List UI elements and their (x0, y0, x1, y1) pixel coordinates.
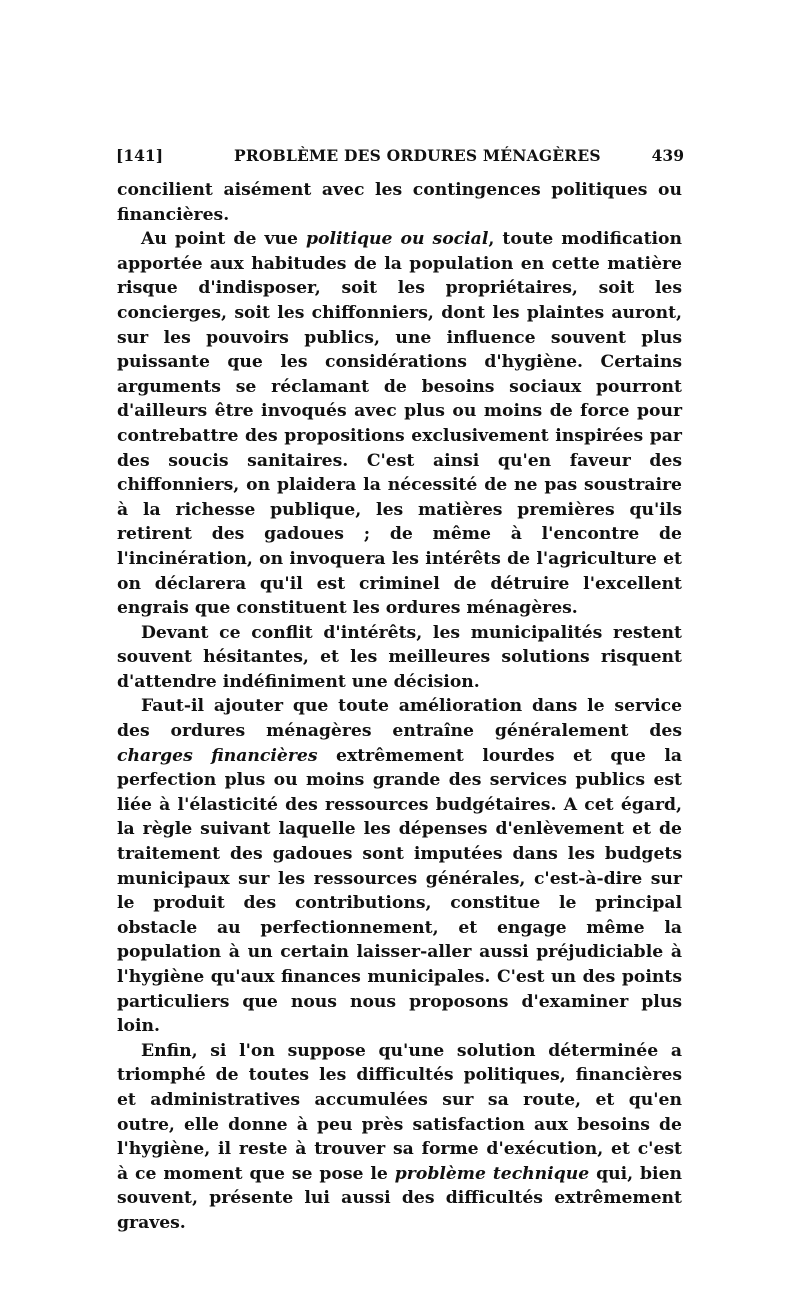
paragraph (117, 1039, 682, 1236)
italic-phrase: charges financières (117, 745, 318, 766)
running-title: PROBLÈME DES ORDURES MÉNAGÈRES (234, 146, 601, 165)
page-number: 439 (651, 146, 684, 165)
body-text (117, 178, 682, 1236)
paragraph (117, 178, 682, 227)
text-run: Faut-il ajouter que toute amélioration dans le service des ordures ménagères entraîne généralement des (117, 696, 682, 742)
text-run: , toute modification apportée aux habitudes de la population en cette matière risque d'indisposer, soit les propriétaires, soit les concierges, soit les chiffonniers, dont les plaintes auront, sur les pouvoirs publics, une influence souvent plus puissante que les considérations d'hygiène. Certains arguments se réclamant de besoins sociaux pourront d'ailleurs être invoqués avec plus ou moins de force pour contrebattre des propositions exclusivement inspirées par des soucis sanitaires. C'est ainsi qu'en faveur des chiffonniers, on plaidera la nécessité de ne pas soustraire à la richesse publique, les matières premières qu'ils retirent des gadoues ; de même à l'encontre de l'incinération, on invoquera les intérêts de l'agriculture et on déclarera qu'il est criminel de détruire l'excellent engrais que constituent les ordures ménagères. (117, 229, 682, 619)
text-run: Devant ce conflit d'intérêts, les municipalités restent souvent hésitantes, et les meilleures solutions risquent d'attendre indéfiniment une décision. (117, 622, 682, 692)
text-run: Au point de vue (141, 229, 306, 250)
paragraph (117, 694, 682, 1038)
text-run: concilient aisément avec les contingences politiques ou financières. (117, 180, 682, 225)
text-run: extrêmement lourdes et que la perfection plus ou moins grande des services publics est liée à l'élasticité des ressources budgétaires. A cet égard, la règle suivant laquelle les dépenses d'enlèvement et de traitement des gadoues sont imputées dans les budgets municipaux sur les ressources générales, c'est-à-dire sur le produit des contributions, constitue le principal obstacle au perfectionnement, et engage même la population à un certain laisser-aller aussi préjudiciable à l'hygiène qu'aux finances municipales. C'est un des points particuliers que nous nous proposons d'examiner plus loin. (117, 745, 682, 1037)
italic-phrase: politique ou social (305, 229, 489, 250)
paragraph (117, 227, 682, 621)
text-run: Enfin, si l'on suppose qu'une solution déterminée a triomphé de toutes les difficultés politiques, financières et administratives accumulées sur sa route, et qu'en outre, elle donne à peu près satisfaction aux besoins de l'hygiène, il reste à trouver sa forme d'exécution, et c'est à ce moment que se pose le (117, 1040, 682, 1184)
text-run: qui, bien souvent, présente lui aussi des difficultés extrêmement graves. (117, 1163, 682, 1233)
section-number: [141] (116, 146, 164, 165)
italic-phrase: problème technique (394, 1163, 590, 1184)
paragraph (117, 621, 682, 695)
running-header (116, 146, 684, 170)
